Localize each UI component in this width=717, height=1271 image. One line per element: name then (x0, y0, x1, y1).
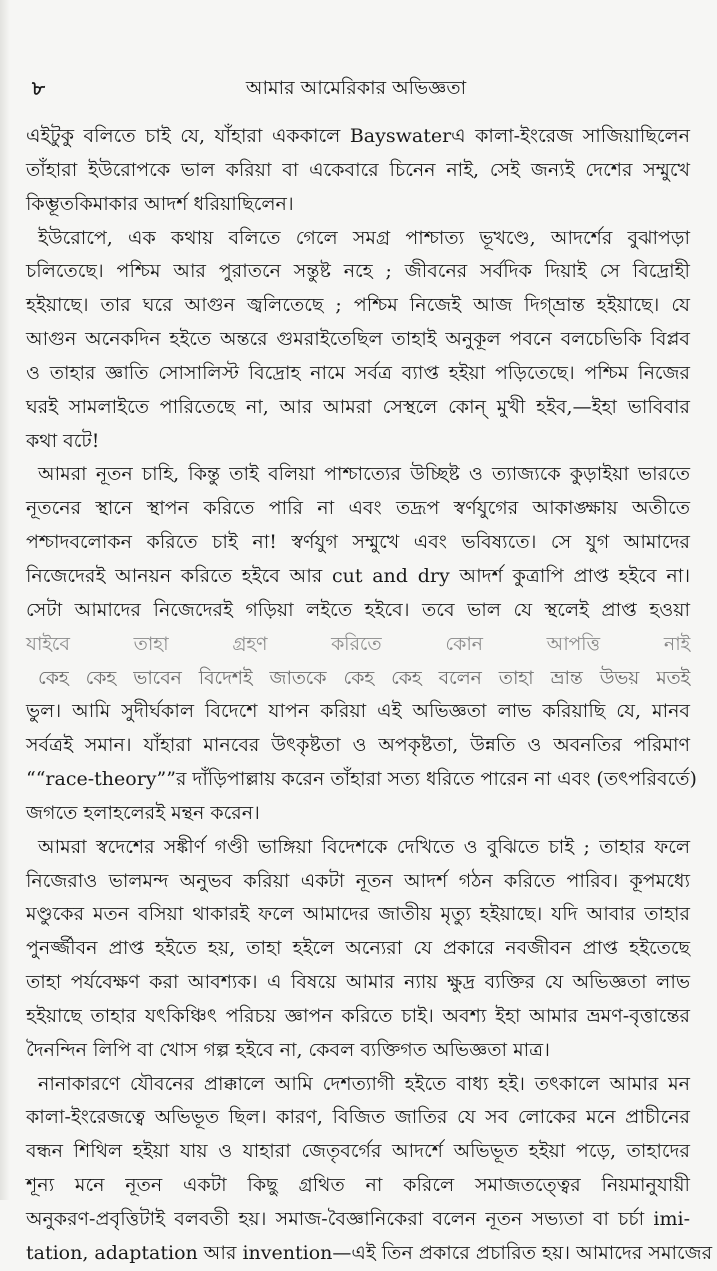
text-line: সর্বত্রই সমান। যাঁহারা মানবের উৎকৃষ্টতা ও অপকৃষ্টতা, উন্নতি ও অবনতির পরিমাণ (26, 734, 690, 757)
text-line: নিজেদেরই আনয়ন করিতে হইবে আর cut and dry আদর্শ কুত্রাপি প্রাপ্ত হইবে না। (26, 564, 690, 587)
text-line: ও তাহার জ্ঞাতি সোসালিস্ট বিদ্রোহ নামে সর্বত্র ব্যাপ্ত হইয়া পড়িতেছে। পশ্চিম নিজের (26, 361, 690, 384)
text-line: মণ্ডুকের মতন বসিয়া থাকারই ফলে আমাদের জাতীয় মৃত্যু হইয়াছে। যদি আবার তাহার (26, 903, 690, 926)
text-line: নিজেরাও ভালমন্দ অনুভব করিয়া একটা নূতন আদর্শ গঠন করিতে পারিব। কূপমধ্যে (26, 869, 690, 892)
text-line: হইয়াছে। তার ঘরে আগুন জ্বলিতেছে ; পশ্চিম নিজেই আজ দিগ্‌ভ্রান্ত হইয়াছে। যে (26, 294, 690, 317)
text-line: নূতনের স্থানে স্থাপন করিতে পারি না এবং তদ্রূপ স্বর্ণযুগের আকাঙ্ক্ষায় অতীতে (26, 497, 690, 520)
text-line: পশ্চাদবলোকন করিতে চাই না! স্বর্ণযুগ সম্মুখে এবং ভবিষ্যতে। সে যুগ আমাদের (26, 531, 690, 554)
page-number: ৮ (32, 76, 45, 100)
text-line: অনুকরণ-প্রবৃত্তিটাই বলবতী হয়। সমাজ-বৈজ্ঞানিকেরা বলেন নূতন সভ্যতা বা চর্চা imi- (26, 1208, 690, 1230)
text-line: সেটা আমাদের নিজেদেরই গড়িয়া লইতে হইবে। তবে ভাল যে স্থলেই প্রাপ্ত হওয়া (26, 598, 690, 621)
text-line: শূন্য মনে নূতন একটা কিছু গ্রথিত না করিলে সমাজতত্ত্বের নিয়মানুযায়ী (26, 1174, 690, 1197)
text-line: ঘরই সামলাইতে পারিতেছে না, আর আমরা সেস্থলে কোন্‌ মুখী হইব,—ইহা ভাবিবার (26, 395, 690, 418)
text-line: জগতে হলাহলেরই মন্থন করেন। (26, 801, 260, 824)
text-line: কালা-ইংরেজত্বে অভিভূত ছিল। কারণ, বিজিত জাতির যে সব লোকের মনে প্রাচীনের (26, 1106, 690, 1129)
text-line: চলিতেছে। পশ্চিম আর পুরাতনে সন্তুষ্ট নহে ; জীবনের সর্বদিক দিয়াই সে বিদ্রোহী (26, 260, 690, 283)
text-line: আমরা স্বদেশের সঙ্কীর্ণ গণ্ডী ভাঙ্গিয়া বিদেশকে দেখিতে ও বুঝিতে চাই ; তাহার ফলে (38, 835, 690, 858)
text-line: তাহা পর্যবেক্ষণ করা আবশ্যক। এ বিষয়ে আমার ন্যায় ক্ষুদ্র ব্যক্তির যে অভিজ্ঞতা লাভ (26, 971, 690, 994)
text-line: আগুন অনেকদিন হইতে অন্তরে গুমরাইতেছিল তাহাই অনুকূল পবনে বলচেভিকি বিপ্লব (26, 328, 690, 351)
text-line: আমরা নূতন চাহি, কিন্তু তাই বলিয়া পাশ্চাত্যের উচ্ছিষ্ট ও ত্যাজ্যকে কুড়াইয়া ভারতে (38, 463, 690, 486)
text-line: tation, adaptation আর invention—এই তিন প্রকারে প্রচারিত হয়। আমাদের সমাজের (26, 1241, 713, 1264)
text-line: কথা বটে! (26, 429, 100, 452)
text-line: পুনর্জ্জীবন প্রাপ্ত হইতে হয়, তাহা হইলে অন্যেরা যে প্রকারে নবজীবন প্রাপ্ত হইতেছে (26, 937, 690, 960)
text-line: এইটুকু বলিতে চাই যে, যাঁহারা এককালে Bayswaterএ কালা-ইংরেজ সাজিয়াছিলেন (26, 125, 690, 147)
damaged-text-line: যাইবে তাহা গ্রহণ করিতে কোন আপত্তি নাই (26, 632, 690, 655)
text-line: ভুল। আমি সুদীর্ঘকাল বিদেশে যাপন করিয়া এই অভিজ্ঞতা লাভ করিয়াছি যে, মানব (26, 700, 690, 723)
damaged-text-line: কেহ কেহ ভাবেন বিদেশই জাতকে কেহ কেহ বলেন তাহা ভ্রান্ত উভয় মতই (38, 666, 690, 689)
text-line: কিম্ভূতকিমাকার আদর্শ ধরিয়াছিলেন। (26, 192, 294, 215)
text-line: বন্ধন শিথিল হইয়া যায় ও যাহারা জেতৃবর্গের আদর্শে অভিভূত হইয়া পড়ে, তাহাদের (26, 1140, 690, 1163)
running-header (26, 74, 686, 102)
text-line: দৈনন্দিন লিপি বা খোস গল্প হইবে না, কেবল ব্যক্তিগত অভিজ্ঞতা মাত্র। (26, 1038, 550, 1061)
text-line: তাঁহারা ইউরোপকে ভাল করিয়া বা একেবারে চিনেন নাই, সেই জন্যই দেশের সম্মুখে (26, 158, 690, 181)
body-text (26, 120, 713, 1271)
text-line: ইউরোপে, এক কথায় বলিতে গেলে সমগ্র পাশ্চাত্য ভূখণ্ডে, আদর্শের বুঝাপড়া (38, 226, 690, 249)
scan-edge-shadow (0, 0, 10, 1200)
text-line: নানাকারণে যৌবনের প্রাক্কালে আমি দেশত্যাগী হইতে বাধ্য হই। তৎকালে আমার মন (38, 1072, 690, 1095)
text-line: হইয়াছে তাহার যৎকিঞ্চিৎ পরিচয় জ্ঞাপন করিতে চাই। অবশ্য ইহা আমার ভ্রমণ-বৃত্তান্তের (26, 1004, 690, 1027)
text-line: ““race-theory””র দাঁড়িপাল্লায় করেন তাঁহারা সত্য ধরিতে পারেন না এবং (তৎপরিবর্তে) (26, 768, 697, 791)
running-title: আমার আমেরিকার অভিজ্ঞতা (245, 77, 467, 99)
